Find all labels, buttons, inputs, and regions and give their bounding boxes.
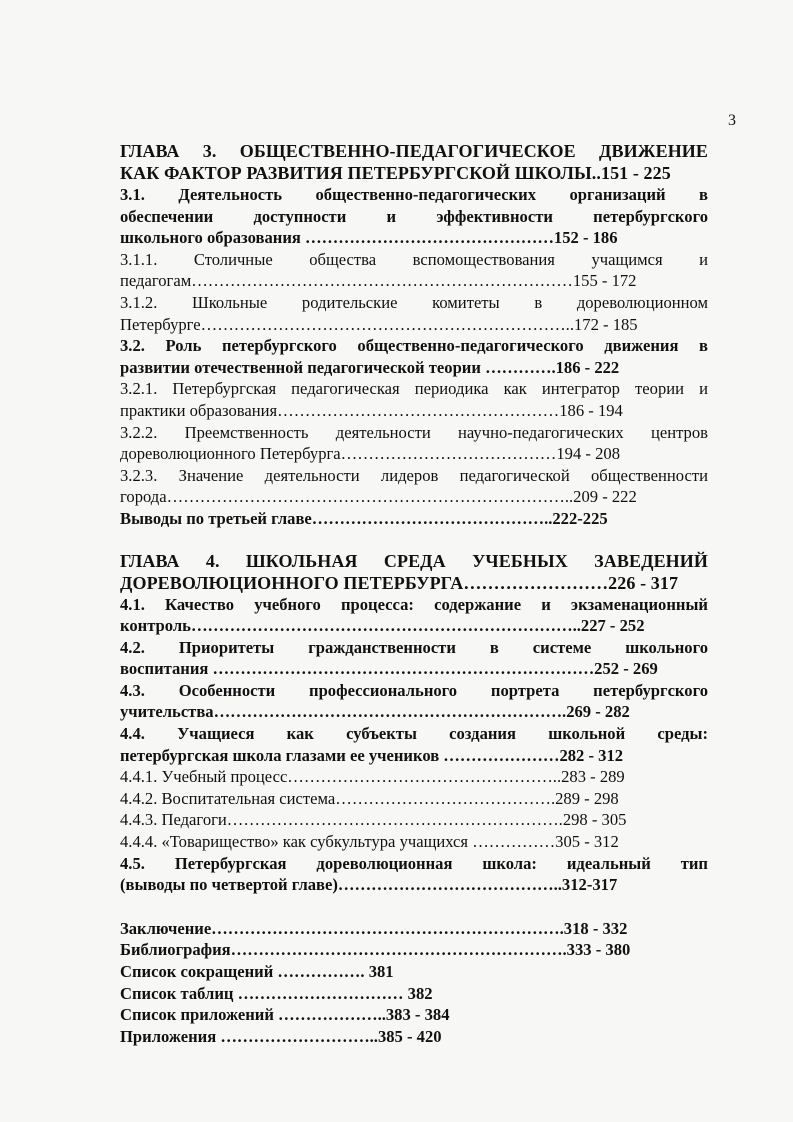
- subsection-3-2-3-pages: города………………………………………………………………..209 - 222: [120, 487, 637, 507]
- chapter-3-conclusions: Выводы по третьей главе……………………………………..222-225: [120, 508, 608, 528]
- section-4-5: 4.5. Петербургская дореволюционная школа: идеальный тип: [120, 853, 708, 873]
- subsection-4-4-2: 4.4.2. Воспитательная система………………………………….289 - 298: [120, 788, 619, 808]
- subsection-3-2-2: 3.2.2. Преемственность деятельности научно-педагогических центров: [120, 422, 708, 442]
- subsection-3-2-1-pages: практики образования……………………………………………186 - 194: [120, 400, 623, 420]
- section-3-1-cont: обеспечении доступности и эффективности петербургского: [120, 206, 708, 226]
- page-number: 3: [728, 112, 736, 129]
- subsection-3-1-1-pages: педагогам……………………………………………………………155 - 172: [120, 271, 637, 291]
- section-3-1-pages: школьного образования ………………………………………152 - 186: [120, 228, 618, 248]
- section-4-2-pages: воспитания ……………………………………………………………252 - 269: [120, 659, 658, 679]
- chapter-3-title: ГЛАВА 3. ОБЩЕСТВЕННО-ПЕДАГОГИЧЕСКОЕ ДВИЖЕНИЕ: [120, 141, 708, 161]
- section-3-2-pages: развитии отечественной педагогической теории ………….186 - 222: [120, 357, 620, 377]
- subsection-3-2-3: 3.2.3. Значение деятельности лидеров педагогической общественности: [120, 465, 708, 485]
- abbreviations-entry: Список сокращений ……………. 381: [120, 962, 394, 981]
- subsection-4-4-3: 4.4.3. Педагоги…………………………………………………….298 - 305: [120, 810, 627, 830]
- section-4-5-pages: (выводы по четвертой главе)…………………………………..312-317: [120, 875, 618, 895]
- section-4-4-pages: петербургская школа глазами ее учеников …………………282 - 312: [120, 745, 624, 765]
- section-4-3-pages: учительства……………………………………………………….269 - 282: [120, 702, 630, 722]
- subsection-4-4-1: 4.4.1. Учебный процесс…………………………………………..283 - 289: [120, 767, 625, 787]
- appendices-entry: Приложения ………………………..385 - 420: [120, 1026, 442, 1046]
- appendix-list-entry: Список приложений ………………..383 - 384: [120, 1005, 450, 1025]
- table-of-contents: [120, 140, 708, 1047]
- section-3-2: 3.2. Роль петербургского общественно-педагогического движения в: [120, 336, 708, 356]
- subsection-3-1-2: 3.1.2. Школьные родительские комитеты в дореволюционном: [120, 292, 708, 312]
- subsection-3-2-1: 3.2.1. Петербургская педагогическая периодика как интегратор теории и: [120, 379, 708, 399]
- section-4-4: 4.4. Учащиеся как субъекты создания школьной среды:: [120, 724, 708, 744]
- subsection-3-2-2-pages: дореволюционного Петербурга…………………………………194 - 208: [120, 444, 620, 464]
- section-4-1-pages: контроль……………………………………………………………..227 - 252: [120, 616, 645, 636]
- conclusion-entry: Заключение……………………………………………………….318 - 332: [120, 918, 628, 938]
- chapter-3-title-cont: КАК ФАКТОР РАЗВИТИЯ ПЕТЕРБУРГСКОЙ ШКОЛЫ..151 - 225: [120, 163, 671, 183]
- subsection-4-4-4: 4.4.4. «Товарищество» как субкультура учащихся ……………305 - 312: [120, 832, 619, 852]
- subsection-3-1-1: 3.1.1. Столичные общества вспомоществования учащимся и: [120, 249, 708, 269]
- bibliography-entry: Библиография…………………………………………………….333 - 380: [120, 940, 631, 960]
- subsection-3-1-2-pages: Петербурге…………………………………………………………..172 - 185: [120, 314, 638, 334]
- chapter-4-title-cont: ДОРЕВОЛЮЦИОННОГО ПЕТЕРБУРГА……………………226 - 317: [120, 572, 679, 593]
- section-4-3: 4.3. Особенности профессионального портрета петербургского: [120, 680, 708, 700]
- section-4-2: 4.2. Приоритеты гражданственности в системе школьного: [120, 637, 708, 657]
- section-4-1: 4.1. Качество учебного процесса: содержание и экзаменационный: [120, 594, 708, 614]
- tables-entry: Список таблиц ………………………… 382: [120, 983, 433, 1003]
- chapter-4-title: ГЛАВА 4. ШКОЛЬНАЯ СРЕДА УЧЕБНЫХ ЗАВЕДЕНИЙ: [120, 550, 708, 571]
- section-3-1: 3.1. Деятельность общественно-педагогических организаций в: [120, 185, 708, 204]
